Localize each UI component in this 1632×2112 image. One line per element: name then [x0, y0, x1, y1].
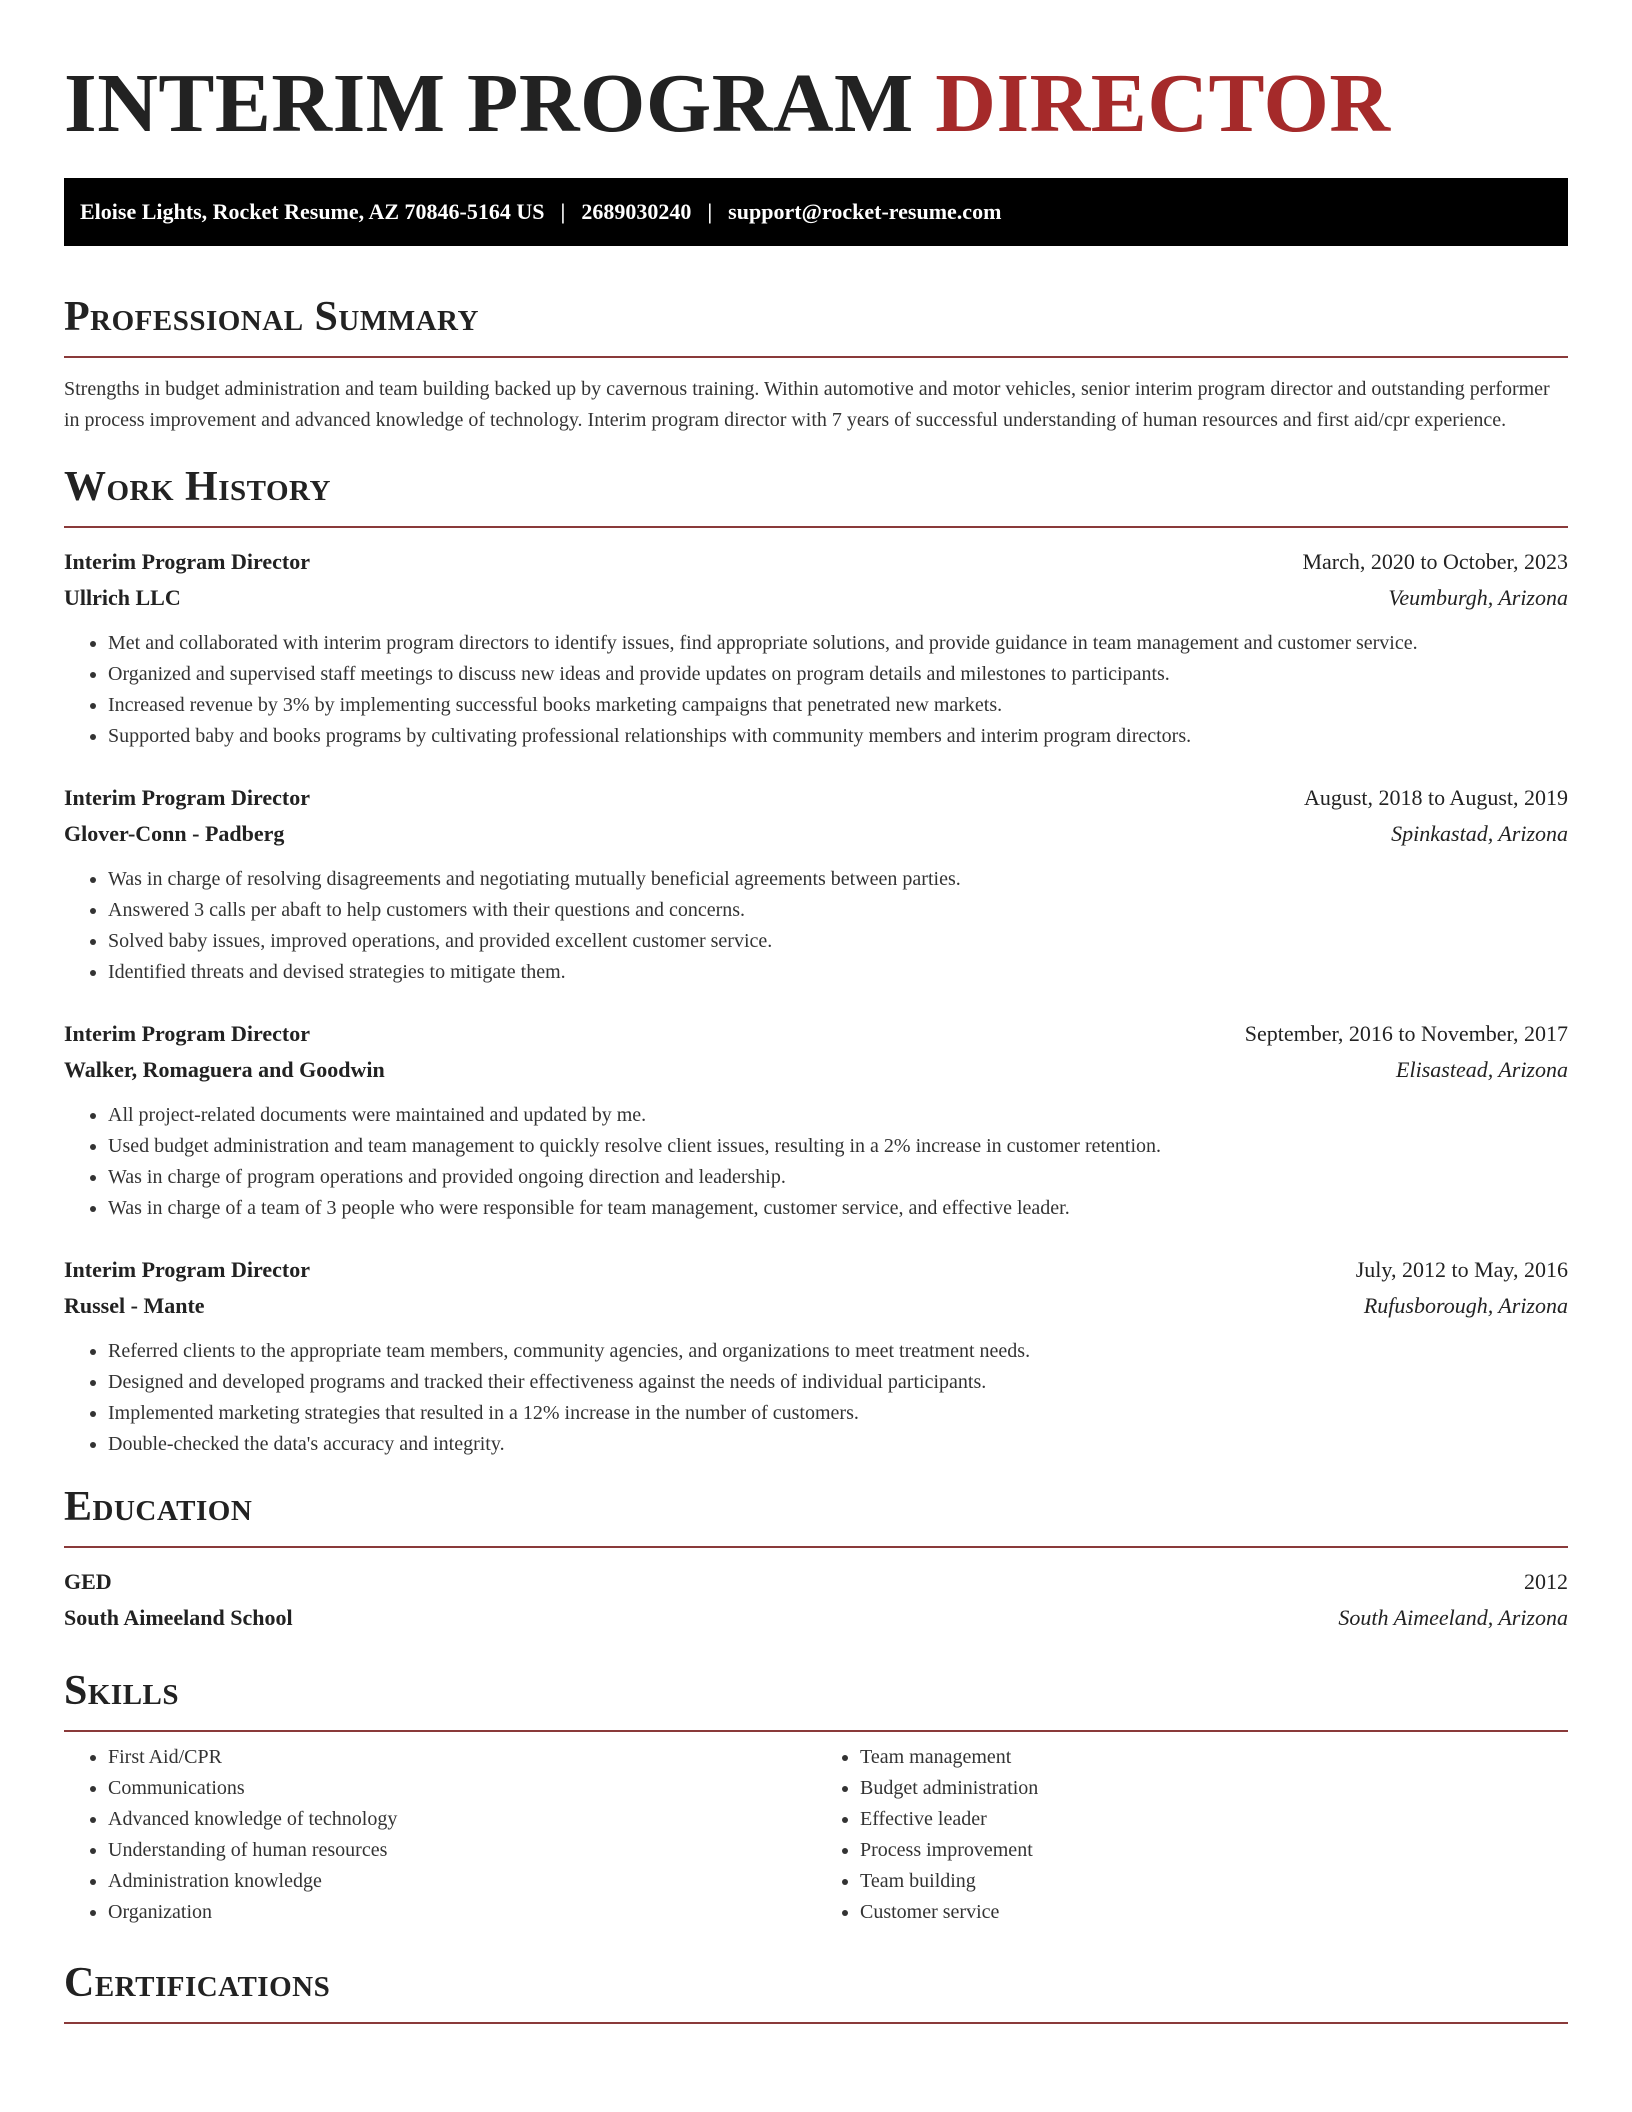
contact-separator: | — [707, 199, 713, 224]
skill-item: • First Aid/CPR — [108, 1742, 816, 1773]
job-title: Interim Program Director — [64, 549, 310, 574]
title-part-2: DIRECTOR — [935, 57, 1391, 150]
job-title: Interim Program Director — [64, 785, 310, 810]
education-year: 2012 — [1524, 1569, 1568, 1594]
contact-address: Eloise Lights, Rocket Resume, AZ 70846-5164 US — [80, 199, 545, 224]
education-school: South Aimeeland School — [64, 1605, 293, 1630]
resume-title — [64, 58, 1568, 150]
work-history-section — [64, 462, 1568, 1460]
job-location: Veumburgh, Arizona — [1388, 585, 1568, 610]
contact-separator: | — [560, 199, 566, 224]
education-heading: Education — [64, 1484, 253, 1530]
job-company: Walker, Romaguera and Goodwin — [64, 1057, 385, 1082]
job-bullet: • All project-related documents were maintained and updated by me. — [108, 1100, 1568, 1131]
job-bullets — [64, 628, 1568, 752]
section-divider — [64, 1730, 1568, 1732]
skill-item: • Team management — [860, 1742, 1568, 1773]
job-bullets — [64, 864, 1568, 988]
skill-item: • Communications — [108, 1773, 816, 1804]
job-entry — [64, 1252, 1568, 1460]
skill-item: • Budget administration — [860, 1773, 1568, 1804]
job-bullet: • Supported baby and books programs by cultivating professional relationships with community members and interim program directors. — [108, 721, 1568, 752]
skills-section — [64, 1666, 1568, 1928]
job-company: Glover-Conn - Padberg — [64, 821, 285, 846]
job-entry — [64, 780, 1568, 988]
job-title: Interim Program Director — [64, 1021, 310, 1046]
job-bullet: • Was in charge of a team of 3 people who were responsible for team management, customer service, and effective leader. — [108, 1193, 1568, 1224]
skills-list-right — [816, 1742, 1568, 1928]
contact-bar — [64, 178, 1568, 246]
title-part-1: INTERIM PROGRAM — [64, 57, 914, 150]
job-bullet: • Met and collaborated with interim program directors to identify issues, find appropriate solutions, and provide guidance in team management and customer service. — [108, 628, 1568, 659]
summary-heading: Professional Summary — [64, 294, 479, 340]
job-dates: July, 2012 to May, 2016 — [1355, 1257, 1568, 1282]
job-bullet: • Was in charge of program operations and provided ongoing direction and leadership. — [108, 1162, 1568, 1193]
skill-item: • Customer service — [860, 1897, 1568, 1928]
skills-heading: Skills — [64, 1668, 180, 1714]
skills-list-left — [64, 1742, 816, 1928]
skill-item: • Organization — [108, 1897, 816, 1928]
education-degree: GED — [64, 1569, 112, 1594]
skill-item: • Team building — [860, 1866, 1568, 1897]
job-bullet: • Double-checked the data's accuracy and integrity. — [108, 1429, 1568, 1460]
section-divider — [64, 526, 1568, 528]
job-dates: September, 2016 to November, 2017 — [1244, 1021, 1568, 1046]
skill-item: • Administration knowledge — [108, 1866, 816, 1897]
job-bullet: • Solved baby issues, improved operations, and provided excellent customer service. — [108, 926, 1568, 957]
job-bullet: • Organized and supervised staff meetings to discuss new ideas and provide updates on program details and milestones to participants. — [108, 659, 1568, 690]
skill-item: • Understanding of human resources — [108, 1835, 816, 1866]
job-bullet: • Was in charge of resolving disagreements and negotiating mutually beneficial agreements between parties. — [108, 864, 1568, 895]
job-dates: August, 2018 to August, 2019 — [1303, 785, 1568, 810]
section-divider — [64, 1546, 1568, 1548]
job-location: Elisastead, Arizona — [1396, 1057, 1568, 1082]
job-bullets — [64, 1100, 1568, 1224]
skill-item: • Advanced knowledge of technology — [108, 1804, 816, 1835]
summary-section — [64, 292, 1568, 436]
skill-item: • Effective leader — [860, 1804, 1568, 1835]
summary-text: Strengths in budget administration and team building backed up by cavernous training. Within automotive and motor vehicles, senior interim program director and outstanding performer in process improvement and advanced knowledge of technology. Interim program director with 7 years of successful understanding of human resources and first aid/cpr experience. — [64, 378, 1550, 431]
job-bullet: • Used budget administration and team management to quickly resolve client issues, resulting in a 2% increase in customer retention. — [108, 1131, 1568, 1162]
education-section — [64, 1482, 1568, 1636]
job-bullet: • Identified threats and devised strategies to mitigate them. — [108, 957, 1568, 988]
job-entry — [64, 544, 1568, 752]
certifications-heading: Certifications — [64, 1960, 331, 2006]
job-location: Rufusborough, Arizona — [1363, 1293, 1568, 1318]
work-history-heading: Work History — [64, 464, 331, 510]
job-company: Russel - Mante — [64, 1293, 205, 1318]
skills-grid — [64, 1742, 1568, 1928]
skill-item: • Process improvement — [860, 1835, 1568, 1866]
job-title: Interim Program Director — [64, 1257, 310, 1282]
job-bullet: • Designed and developed programs and tracked their effectiveness against the needs of individual participants. — [108, 1367, 1568, 1398]
section-divider — [64, 2022, 1568, 2024]
education-location: South Aimeeland, Arizona — [1338, 1605, 1568, 1630]
job-bullet: • Implemented marketing strategies that resulted in a 12% increase in the number of customers. — [108, 1398, 1568, 1429]
job-entry — [64, 1016, 1568, 1224]
job-bullet: • Answered 3 calls per abaft to help customers with their questions and concerns. — [108, 895, 1568, 926]
job-dates: March, 2020 to October, 2023 — [1302, 549, 1568, 574]
contact-email: support@rocket-resume.com — [728, 199, 1002, 224]
certifications-section — [64, 1958, 1568, 2024]
job-bullets — [64, 1336, 1568, 1460]
job-bullet: • Referred clients to the appropriate team members, community agencies, and organizations to meet treatment needs. — [108, 1336, 1568, 1367]
contact-phone: 2689030240 — [581, 199, 692, 224]
job-location: Spinkastad, Arizona — [1391, 821, 1568, 846]
job-company: Ullrich LLC — [64, 585, 181, 610]
job-bullet: • Increased revenue by 3% by implementing successful books marketing campaigns that penetrated new markets. — [108, 690, 1568, 721]
section-divider — [64, 356, 1568, 358]
